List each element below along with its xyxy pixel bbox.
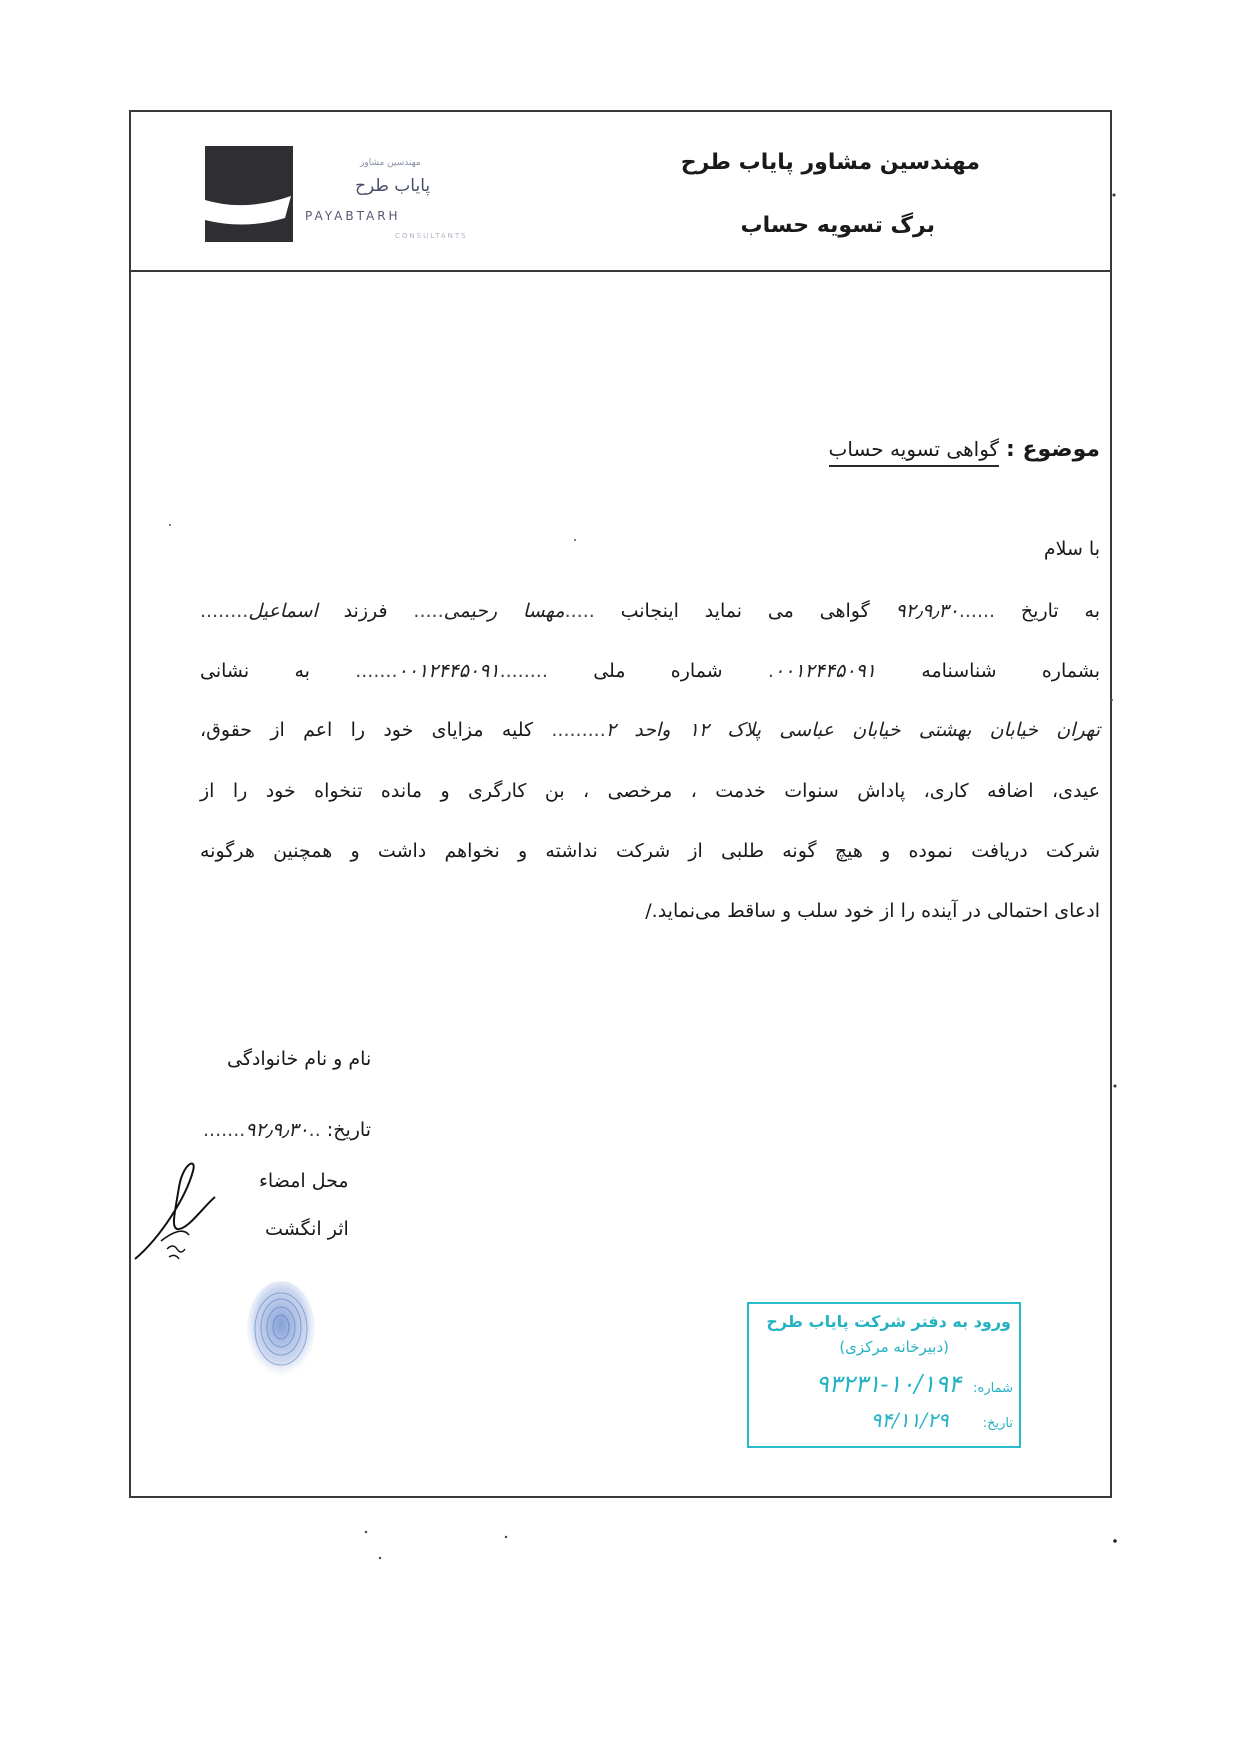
handwritten-address: تهران خیابان بهشتی خیابان عباسی پلاک ۱۲ واحد ۲ [605, 719, 1101, 741]
stamp-date-label: تاریخ: [982, 1416, 1013, 1431]
name-label: نام و نام خانوادگی [227, 1048, 372, 1070]
dots: ....... [355, 660, 398, 682]
text-segment: به تاریخ [1020, 600, 1100, 622]
company-name: مهندسین مشاور پایاب طرح [680, 150, 980, 175]
text-segment: گواهی می نماید اینجانب [620, 600, 870, 622]
dots: ....... [203, 1119, 246, 1141]
logo-subtitle-en: CONSULTANTS [395, 232, 468, 240]
stamp-number-label: شماره: [973, 1381, 1013, 1396]
body-line-5: شرکت دریافت نموده و هیچ گونه طلبی از شرکت نداشته و نخواهم داشت و همچنین هرگونه [200, 840, 1100, 862]
text-segment: کلیه مزایای خود را اعم از حقوق، [200, 719, 534, 741]
form-title: برگ تسویه حساب [740, 213, 935, 238]
text-segment: شماره ملی [593, 660, 723, 682]
body-line-6: ادعای احتمالی در آینده را از خود سلب و ساقط می‌نماید./ [645, 900, 1100, 922]
text-segment: فرزند [343, 600, 388, 622]
handwritten-father-name: اسماعیل [248, 600, 318, 622]
handwritten-footer-date: ۹۲٫۹٫۳۰ [245, 1119, 309, 1141]
handwritten-national-id: ۰۰۱۲۴۴۵۰۹۱ [397, 660, 500, 682]
subject-value: گواهی تسویه حساب [829, 437, 1000, 467]
text-segment: به نشانی [200, 660, 310, 682]
handwritten-employee-name: مهسا رحیمی [443, 600, 565, 622]
dots: ..... [564, 600, 595, 622]
dots: ..... [413, 600, 444, 622]
fingerprint-label: اثر انگشت [265, 1218, 349, 1240]
signature-label: محل امضاء [259, 1170, 349, 1192]
subject-label: موضوع : [1006, 437, 1100, 462]
salutation: با سلام [1043, 538, 1100, 560]
dots: ........ [499, 660, 548, 682]
logo-subtitle-fa: مهندسین مشاور [360, 158, 421, 168]
body-line-4: عیدی، اضافه کاری، پاداش سنوات خدمت ، مرخصی ، بن کارگری و مانده تنخواه خود را از [200, 780, 1100, 802]
text-segment: بشماره شناسنامه [921, 660, 1100, 682]
handwritten-birth-cert-no: ۰۰۱۲۴۴۵۰۹۱ [773, 660, 877, 682]
dots: .. [308, 1119, 321, 1141]
logo-text-fa: پایاب طرح [355, 176, 431, 196]
dots: ........ [200, 600, 249, 622]
stamp-subtitle: (دبیرخانه مرکزی) [839, 1338, 949, 1356]
logo-text-en: PAYABTARH [305, 209, 401, 223]
stamp-date-value: ۹۴/۱۱/۲۹ [870, 1408, 949, 1432]
dots: ...... [958, 600, 996, 622]
handwritten-date: ۹۲٫۹٫۳۰ [895, 600, 959, 622]
dots: ......... [551, 719, 606, 741]
footer-date-label: تاریخ: [326, 1119, 372, 1141]
dots: . [767, 660, 774, 682]
stamp-number-value: ۱۰/۱۹۴-۹۳۲۳۱ [815, 1370, 962, 1398]
stamp-title: ورود به دفتر شرکت پایاب طرح [766, 1312, 1011, 1331]
